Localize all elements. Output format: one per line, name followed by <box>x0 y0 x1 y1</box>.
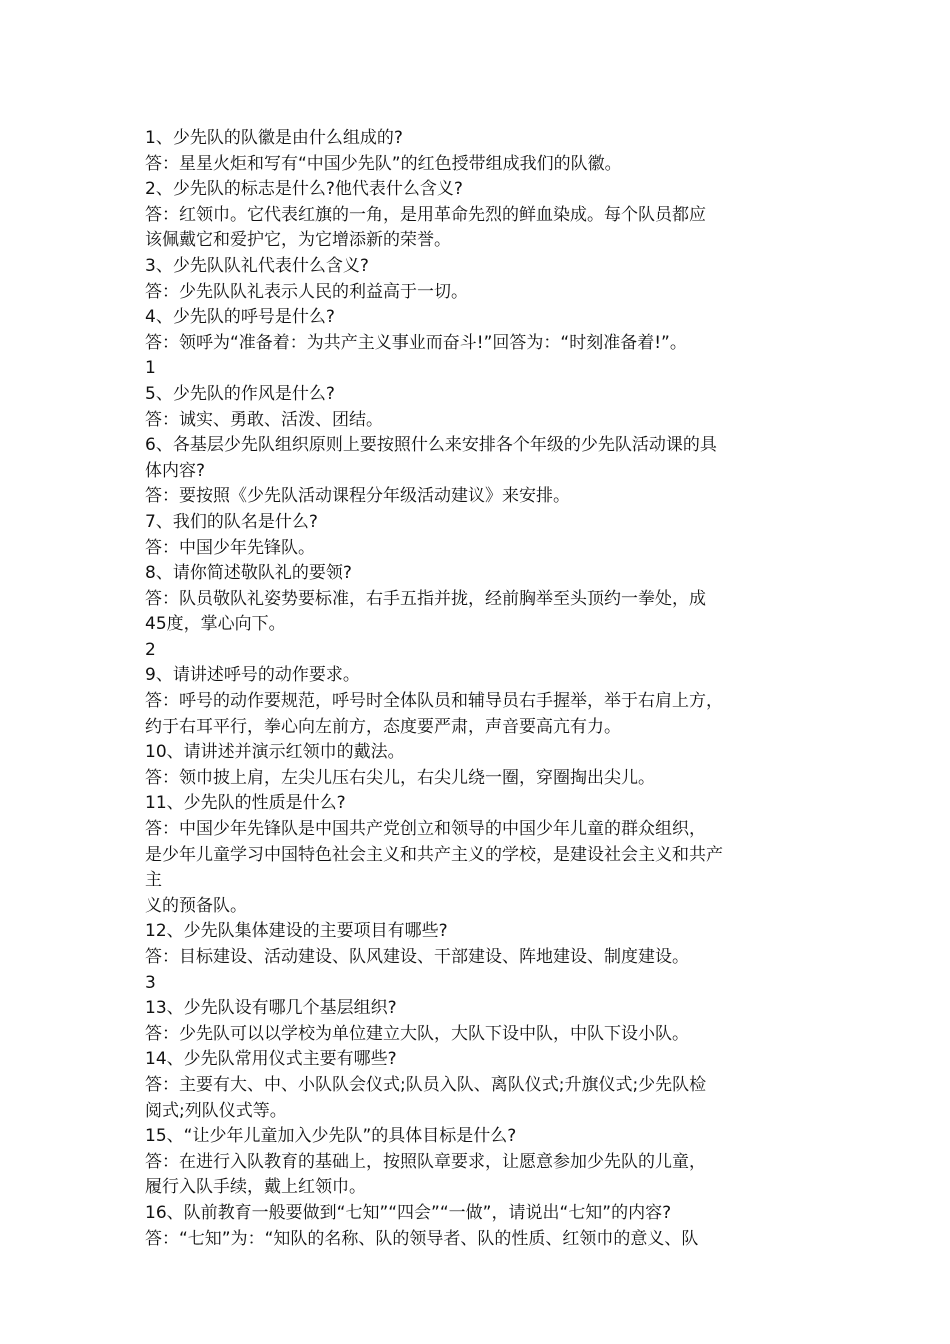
answer-14-line-2: 阅式;列队仪式等。 <box>145 1100 287 1121</box>
question-14: 14、少先队常用仪式主要有哪些? <box>145 1049 397 1070</box>
answer-2-line-1: 答：红领巾。它代表红旗的一角，是用革命先烈的鲜血染成。每个队员都应 <box>145 204 706 225</box>
question-15: 15、“让少年儿童加入少先队”的具体目标是什么? <box>145 1126 517 1147</box>
question-5: 5、少先队的作风是什么? <box>145 383 335 404</box>
question-1: 1、少先队的队徽是由什么组成的? <box>145 128 403 148</box>
answer-16-line-1: 答：“七知”为：“知队的名称、队的领导者、队的性质、红领巾的意义、队 <box>145 1228 699 1249</box>
question-9: 9、请讲述呼号的动作要求。 <box>145 665 360 686</box>
answer-3: 答：少先队队礼表示人民的利益高于一切。 <box>145 281 468 302</box>
answer-6: 答：要按照《少先队活动课程分年级活动建议》来安排。 <box>145 486 570 507</box>
answer-10: 答：领巾披上肩，左尖儿压右尖儿，右尖儿绕一圈，穿圈掏出尖儿。 <box>145 767 655 788</box>
answer-9-line-2: 约于右耳平行，拳心向左前方，态度要严肃，声音要高亢有力。 <box>145 716 621 737</box>
page-number: 1 <box>145 358 156 379</box>
answer-12: 答：目标建设、活动建设、队风建设、干部建设、阵地建设、制度建设。 <box>145 947 689 967</box>
answer-15-line-2: 履行入队手续，戴上红领巾。 <box>145 1177 366 1198</box>
answer-14-line-1: 答：主要有大、中、小队队会仪式;队员入队、离队仪式;升旗仪式;少先队检 <box>145 1074 707 1095</box>
page-number: 2 <box>145 639 156 660</box>
answer-1: 答：星星火炬和写有“中国少先队”的红色授带组成我们的队徽。 <box>145 153 622 174</box>
answer-13: 答：少先队可以以学校为单位建立大队，大队下设中队，中队下设小队。 <box>145 1023 689 1044</box>
question-10: 10、请讲述并演示红领巾的戴法。 <box>145 742 405 763</box>
page-number: 3 <box>145 972 156 993</box>
answer-8-line-1: 答：队员敬队礼姿势要标准，右手五指并拢，经前胸举至头顶约一拳处，成 <box>145 588 706 609</box>
question-16: 16、队前教育一般要做到“七知”“四会”“一做”，请说出“七知”的内容? <box>145 1202 672 1223</box>
answer-11-line-2: 是少年儿童学习中国特色社会主义和共产主义的学校，是建设社会主义和共产 <box>145 844 723 865</box>
answer-7: 答：中国少年先锋队。 <box>145 537 315 558</box>
document-body <box>145 126 825 1252</box>
question-3: 3、少先队队礼代表什么含义? <box>145 255 369 276</box>
answer-15-line-1: 答：在进行入队教育的基础上，按照队章要求，让愿意参加少先队的儿童， <box>145 1151 706 1172</box>
question-6-line-2: 体内容? <box>145 460 206 481</box>
question-11: 11、少先队的性质是什么? <box>145 793 346 814</box>
answer-2-line-2: 该佩戴它和爱护它，为它增添新的荣誉。 <box>145 230 451 251</box>
question-8: 8、请你简述敬队礼的要领? <box>145 563 352 584</box>
question-2: 2、少先队的标志是什么?他代表什么含义? <box>145 179 463 200</box>
question-6-line-1: 6、各基层少先队组织原则上要按照什么来安排各个年级的少先队活动课的具 <box>145 435 717 456</box>
answer-11-line-3: 主 <box>145 870 162 891</box>
answer-4: 答：领呼为“准备着：为共产主义事业而奋斗!”回答为：“时刻准备着!”。 <box>145 332 687 353</box>
question-4: 4、少先队的呼号是什么? <box>145 307 335 328</box>
answer-11-line-1: 答：中国少年先锋队是中国共产党创立和领导的中国少年儿童的群众组织， <box>145 819 706 840</box>
question-13: 13、少先队设有哪几个基层组织? <box>145 998 397 1019</box>
answer-9-line-1: 答：呼号的动作要规范，呼号时全体队员和辅导员右手握举，举于右肩上方， <box>145 691 723 712</box>
question-7: 7、我们的队名是什么? <box>145 511 318 532</box>
question-12: 12、少先队集体建设的主要项目有哪些? <box>145 921 448 942</box>
answer-11-line-4: 义的预备队。 <box>145 895 247 916</box>
answer-5: 答：诚实、勇敢、活泼、团结。 <box>145 409 383 430</box>
answer-8-line-2: 45度，掌心向下。 <box>145 614 286 635</box>
